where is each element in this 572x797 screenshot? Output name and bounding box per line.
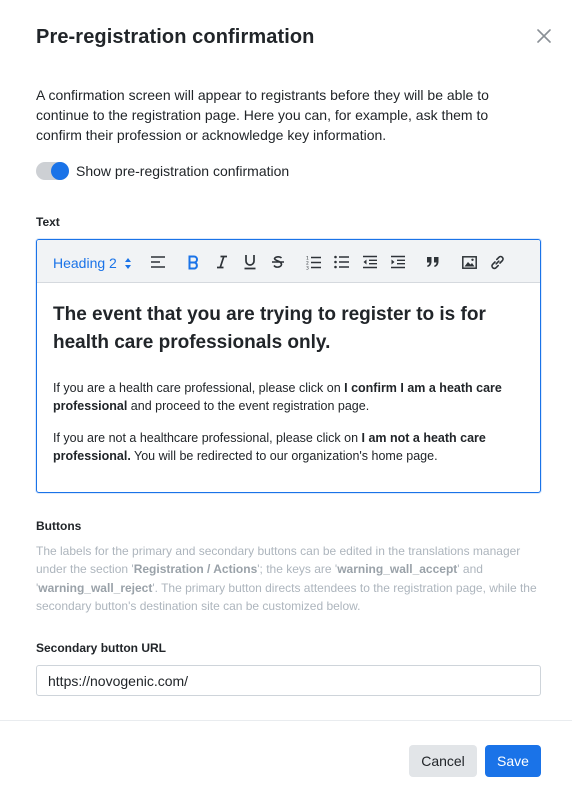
underline-icon <box>243 254 257 270</box>
indent-icon <box>390 255 406 269</box>
link-button[interactable] <box>489 252 506 272</box>
bullet-list-button[interactable] <box>333 252 351 272</box>
svg-text:2: 2 <box>306 261 309 266</box>
close-button[interactable] <box>533 25 555 47</box>
editor-content[interactable] <box>37 283 540 465</box>
ordered-list-icon <box>306 255 322 270</box>
underline-button[interactable] <box>242 252 258 272</box>
outdent-button[interactable] <box>361 252 379 272</box>
outdent-icon <box>362 255 378 269</box>
italic-button[interactable] <box>214 252 230 272</box>
select-arrows-icon <box>124 257 132 270</box>
align-left-icon <box>150 255 166 269</box>
bold-button[interactable] <box>185 252 201 272</box>
content-paragraph-2: If you are not a healthcare professional, please click on I am not a heath care professional. You will be redirected to our organization's home page. <box>53 431 486 463</box>
cancel-button[interactable]: Cancel <box>409 745 477 777</box>
align-left-button[interactable] <box>149 252 167 272</box>
heading-select-value: Heading 2 <box>53 255 117 271</box>
secondary-url-label: Secondary button URL <box>36 641 167 655</box>
svg-text:3: 3 <box>306 266 309 270</box>
svg-text:1: 1 <box>306 256 309 261</box>
image-button[interactable] <box>461 252 478 272</box>
secondary-url-input[interactable] <box>36 665 541 696</box>
modal-title: Pre-registration confirmation <box>36 26 315 48</box>
heading-select[interactable] <box>53 253 132 273</box>
rich-text-editor <box>36 239 541 493</box>
toggle-label: Show pre-registration confirmation <box>76 163 290 179</box>
strikethrough-button[interactable] <box>270 252 286 272</box>
blockquote-icon <box>426 256 440 268</box>
intro-text: A confirmation screen will appear to registrants before they will be able to continue to the registration page. Here you can, for example, ask them to confirm their profession or acknowledge key information. <box>36 87 489 143</box>
pre-registration-toggle-row <box>36 162 289 180</box>
pre-registration-toggle[interactable] <box>36 162 69 180</box>
buttons-help-text: The labels for the primary and secondary buttons can be edited in the translations manager under the section 'Registration / Actions'; the keys are 'warning_wall_accept' and 'warning_wall_reject'. The primary button directs attendees to the registration page, while the secondary button's destination site can be customized below. <box>36 544 537 613</box>
link-icon <box>490 255 505 270</box>
italic-icon <box>216 255 228 269</box>
close-icon <box>537 29 551 43</box>
bold-icon <box>187 255 200 270</box>
footer-divider <box>0 720 572 721</box>
image-icon <box>462 256 477 269</box>
content-heading: The event that you are trying to register to is for health care professionals only. <box>53 304 486 353</box>
ordered-list-button[interactable] <box>305 252 323 272</box>
indent-button[interactable] <box>389 252 407 272</box>
content-paragraph-1: If you are a health care professional, please click on I confirm I am a heath care professional and proceed to the event registration page. <box>53 381 502 413</box>
editor-toolbar <box>37 240 540 283</box>
blockquote-button[interactable] <box>425 252 441 272</box>
text-section-label: Text <box>36 215 60 229</box>
toggle-knob <box>51 162 69 180</box>
buttons-section-label: Buttons <box>36 519 82 533</box>
save-button[interactable]: Save <box>485 745 541 777</box>
strikethrough-icon <box>271 255 285 269</box>
bullet-list-icon <box>334 255 350 269</box>
